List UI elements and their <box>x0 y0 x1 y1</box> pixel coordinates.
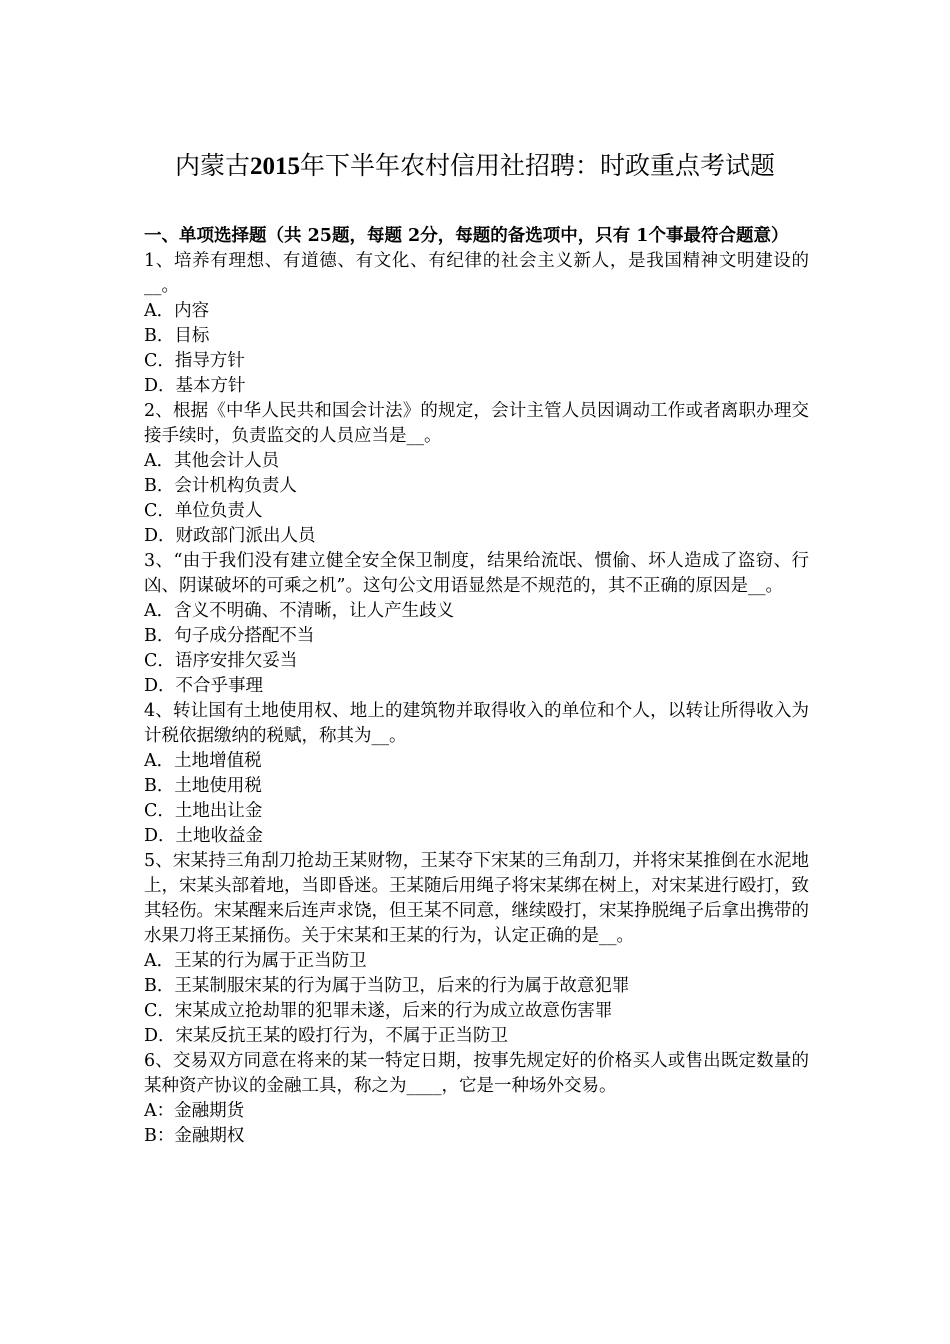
option-a: A．土地增值税 <box>144 751 262 771</box>
option-d: D．财政部门派出人员 <box>144 526 316 546</box>
question-5 <box>144 849 809 1049</box>
option-b: B．目标 <box>144 326 210 346</box>
option-b: B．土地使用税 <box>144 776 262 796</box>
question-text: 1、培养有理想、有道德、有文化、有纪律的社会主义新人，是我国精神文明建设的__。 <box>144 251 809 296</box>
option-b: B．会计机构负责人 <box>144 476 297 496</box>
question-3 <box>144 549 809 699</box>
option-a: A．含义不明确、不清晰，让人产生歧义 <box>144 601 455 621</box>
option-a: A．内容 <box>144 301 210 321</box>
option-c: C．语序安排欠妥当 <box>144 651 298 671</box>
question-text: 5、宋某持三角刮刀抢劫王某财物，王某夺下宋某的三角刮刀，并将宋某推倒在水泥地上，宋某头部着地，当即昏迷。王某随后用绳子将宋某绑在树上，对宋某进行殴打，致其轻伤。宋某醒来后连声求饶，但王某不同意，继续殴打，宋某挣脱绳子后拿出携带的水果刀将王某捅伤。关于宋某和王某的行为，认定正确的是__。 <box>144 851 809 946</box>
option-c: C．土地出让金 <box>144 801 263 821</box>
option-d: D．不合乎事理 <box>144 676 264 696</box>
option-a: A：金融期货 <box>144 1101 245 1121</box>
question-6 <box>144 1049 809 1149</box>
option-d: D．土地收益金 <box>144 826 264 846</box>
question-text: 3、“由于我们没有建立健全安全保卫制度，结果给流氓、惯偷、坏人造成了盗窃、行凶、阴谋破坏的可乘之机”。这句公文用语显然是不规范的，其不正确的原因是__。 <box>144 551 809 596</box>
question-text: 6、交易双方同意在将来的某一特定日期，按事先规定好的价格买人或售出既定数量的某种资产协议的金融工具，称之为____，它是一种场外交易。 <box>144 1051 809 1096</box>
question-2 <box>144 399 809 549</box>
option-b: B．句子成分搭配不当 <box>144 626 315 646</box>
document-title <box>0 146 950 187</box>
option-a: A．王某的行为属于正当防卫 <box>144 951 367 971</box>
option-d: D．宋某反抗王某的殴打行为，不属于正当防卫 <box>144 1026 509 1046</box>
option-c: C．单位负责人 <box>144 501 263 521</box>
document-body <box>144 224 809 1149</box>
question-4 <box>144 699 809 849</box>
title-suffix: 年下半年农村信用社招聘：时政重点考试题 <box>300 151 776 180</box>
option-c: C．指导方针 <box>144 351 245 371</box>
section-heading: 一、单项选择题（共 25题，每题 2分，每题的备选项中，只有 1个事最符合题意） <box>144 226 789 246</box>
question-1 <box>144 249 809 399</box>
option-d: D．基本方针 <box>144 376 246 396</box>
option-a: A．其他会计人员 <box>144 451 280 471</box>
title-prefix: 内蒙古 <box>174 151 250 180</box>
option-c: C．宋某成立抢劫罪的犯罪未遂，后来的行为成立故意伤害罪 <box>144 1001 613 1021</box>
option-b: B：金融期权 <box>144 1126 245 1146</box>
option-b: B．王某制服宋某的行为属于当防卫，后来的行为属于故意犯罪 <box>144 976 630 996</box>
title-year: 2015 <box>250 153 300 180</box>
question-text: 4、转让国有土地使用权、地上的建筑物并取得收入的单位和个人，以转让所得收入为计税依据缴纳的税赋，称其为__。 <box>144 701 809 746</box>
question-text: 2、根据《中华人民共和国会计法》的规定，会计主管人员因调动工作或者离职办理交接手续时，负责监交的人员应当是__。 <box>144 401 809 446</box>
